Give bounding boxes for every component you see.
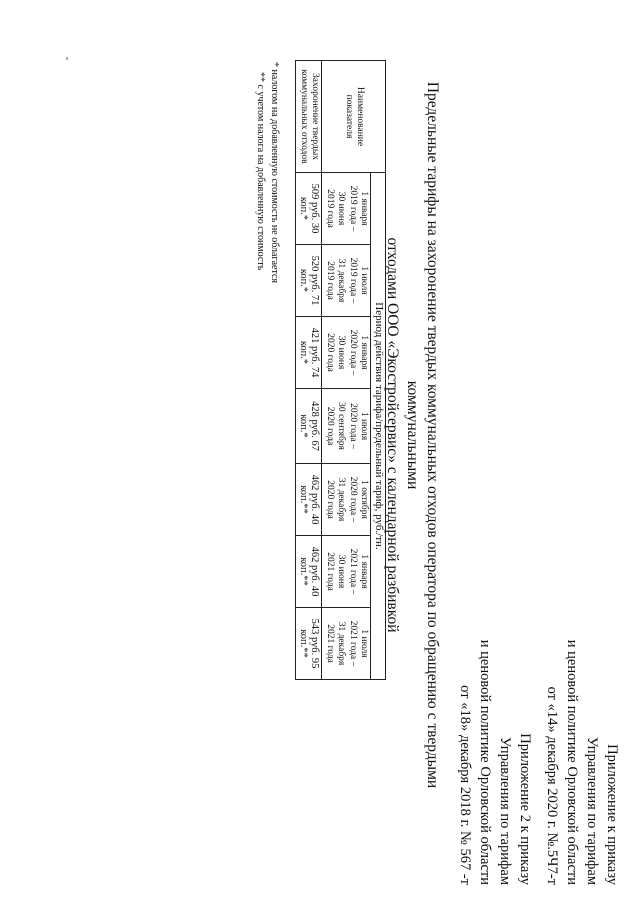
header-line: от «18» декабря 2018 г. № 567 -т: [457, 685, 473, 885]
document-title: [382, 35, 442, 835]
footnote-vat-exempt: * налогом на добавленную стоимость не облагается: [269, 62, 280, 283]
title-line: отходами ООО «Экостройсервис» с календарной разбивкой: [384, 237, 401, 633]
tariff-value: 428 руб. 67 коп.*: [296, 389, 322, 464]
tariff-value: 462 руб. 40 коп.**: [296, 464, 322, 536]
tariff-value: 520 руб. 71 коп.*: [296, 245, 322, 317]
header-line: Приложение к приказу: [604, 744, 620, 885]
header-line: и ценовой политике Орловской области: [477, 639, 493, 885]
tariff-value: 543 руб. 95 коп.**: [296, 608, 322, 680]
period-cell: 1 января 2021 года – 30 июня 2021 года: [322, 536, 371, 608]
title-line: Предельные тарифы на захоронение твердых коммунальных отходов оператора по обращению с твердыми коммунальными: [404, 81, 441, 789]
indicator-header: Наименование показателя: [322, 61, 386, 173]
footnote-vat-included: ** с учетом налога на добавленную стоимость: [255, 72, 266, 271]
tariff-value: 509 руб. 30 коп.*: [296, 173, 322, 245]
header-line: от «14» декабря 2020 г. №.5Ч7-т: [544, 686, 560, 885]
period-cell: 1 июля 2021 года – 31 декабря 2021 года: [322, 608, 371, 680]
period-cell: 1 января 2020 года – 30 июня 2020 года: [322, 317, 371, 389]
scan-speck: [66, 57, 68, 60]
tariff-value: 421 руб. 74 коп.*: [296, 317, 322, 389]
period-header: Период действия тарифа/предельный тариф, руб./тн.: [371, 173, 386, 680]
table-header-row: [371, 61, 386, 680]
indicator-name: Захоронение твердых коммунальных отходов: [296, 61, 322, 173]
tariff-value: 462 руб. 40 коп.**: [296, 536, 322, 608]
header-line: и ценовой политике Орловской области: [564, 639, 580, 885]
order-header-original: [455, 640, 535, 885]
tariff-table: [296, 60, 387, 680]
order-header-current: [542, 640, 622, 885]
header-line: Управления по тарифам: [497, 736, 513, 885]
period-cell: 1 января 2019 года – 30 июня 2019 года: [322, 173, 371, 245]
period-cell: 1 июля 2020 года – 30 сентября 2020 года: [322, 389, 371, 464]
header-line: Управления по тарифам: [584, 736, 600, 885]
period-cell: 1 июля 2019 года – 31 декабря 2019 года: [322, 245, 371, 317]
header-line: Приложение 2 к приказу: [517, 733, 533, 885]
table-row: [296, 61, 322, 680]
period-cell: 1 октября 2020 года – 31 декабря 2020 года: [322, 464, 371, 536]
